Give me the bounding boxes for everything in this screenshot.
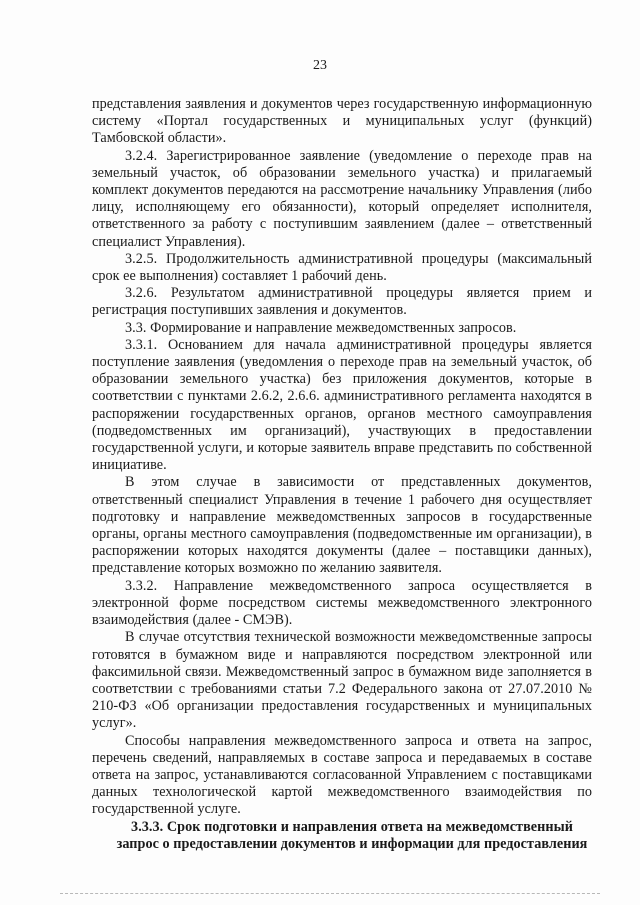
page-number: 23 (313, 58, 327, 73)
scan-edge-line (60, 893, 600, 897)
paragraph-continuation: представления заявления и документов через государственную информационную систему «Портал государственных и муниципальных услуг (функций) Тамбовской области». (92, 96, 592, 147)
paragraph-3-2-5: 3.2.5. Продолжительность административной процедуры (максимальный срок ее выполнения) составляет 1 рабочий день. (92, 250, 592, 285)
section-heading-3-3: 3.3. Формирование и направление межведомственных запросов. (125, 319, 517, 336)
paragraph-no-technical-possibility: В случае отсутствия технической возможности межведомственные запросы готовятся в бумажном виде и направляются посредством электронной или факсимильной связи. Межведомственный запрос в бумажном виде заполняется в соответствии с требованиями статьи 7.2 Федерального закона от 27.07.2010 № 210-ФЗ «Об организации предоставления государственных и муниципальных услуг». (92, 629, 592, 732)
paragraph-3-3-1: 3.3.1. Основанием для начала административной процедуры является поступление заявления (уведомления о переходе прав на земельный участок, об образовании земельного участка) без приложения документов, которые в соответствии с пунктами 2.6.2, 2.6.6. административного регламента находятся в распоряжении государственных органов, органов местного самоуправления (подведомственных им организаций), участвующих в предоставлении государственной услуги, и которые заявитель вправе представить по собственной инициативе. (92, 336, 592, 474)
paragraph-3-3-3: 3.3.3. Срок подготовки и направления ответа на межведомственный запрос о предоставлении документов и информации для предоставления (116, 818, 588, 852)
paragraph-3-3-2: 3.3.2. Направление межведомственного запроса осуществляется в электронной форме посредством системы межведомственного электронного взаимодействия (далее - СМЭВ). (92, 577, 592, 629)
paragraph-3-2-6: 3.2.6. Результатом административной процедуры является прием и регистрация поступивших заявления и документов. (92, 285, 592, 319)
paragraph-3-2-4: 3.2.4. Зарегистрированное заявление (уведомление о переходе прав на земельный участок, об образовании земельного участка) и прилагаемый комплект документов передаются на рассмотрение начальнику Управления (либо лицу, исполняющему его обязанности), который определяет исполнителя, ответственного за работу с поступившим заявлением (далее – ответственный специалист Управления). (92, 147, 592, 250)
paragraph-in-this-case: В этом случае в зависимости от представленных документов, ответственный специалист Управления в течение 1 рабочего дня осуществляет подготовку и направление межведомственных запросов в государственные органы, органы местного самоуправления (подведомственные им организации), в распоряжении которых находятся документы (далее – поставщики данных), представление которых возможно по желанию заявителя. (92, 474, 592, 577)
document-body (92, 96, 592, 853)
paragraph-request-methods: Способы направления межведомственного запроса и ответа на запрос, перечень сведений, направляемых в составе запроса и передаваемых в составе ответа на запрос, устанавливаются согласованной Управлением с поставщиками данных технологической картой межведомственного взаимодействия по государственной услуге. (92, 732, 592, 818)
